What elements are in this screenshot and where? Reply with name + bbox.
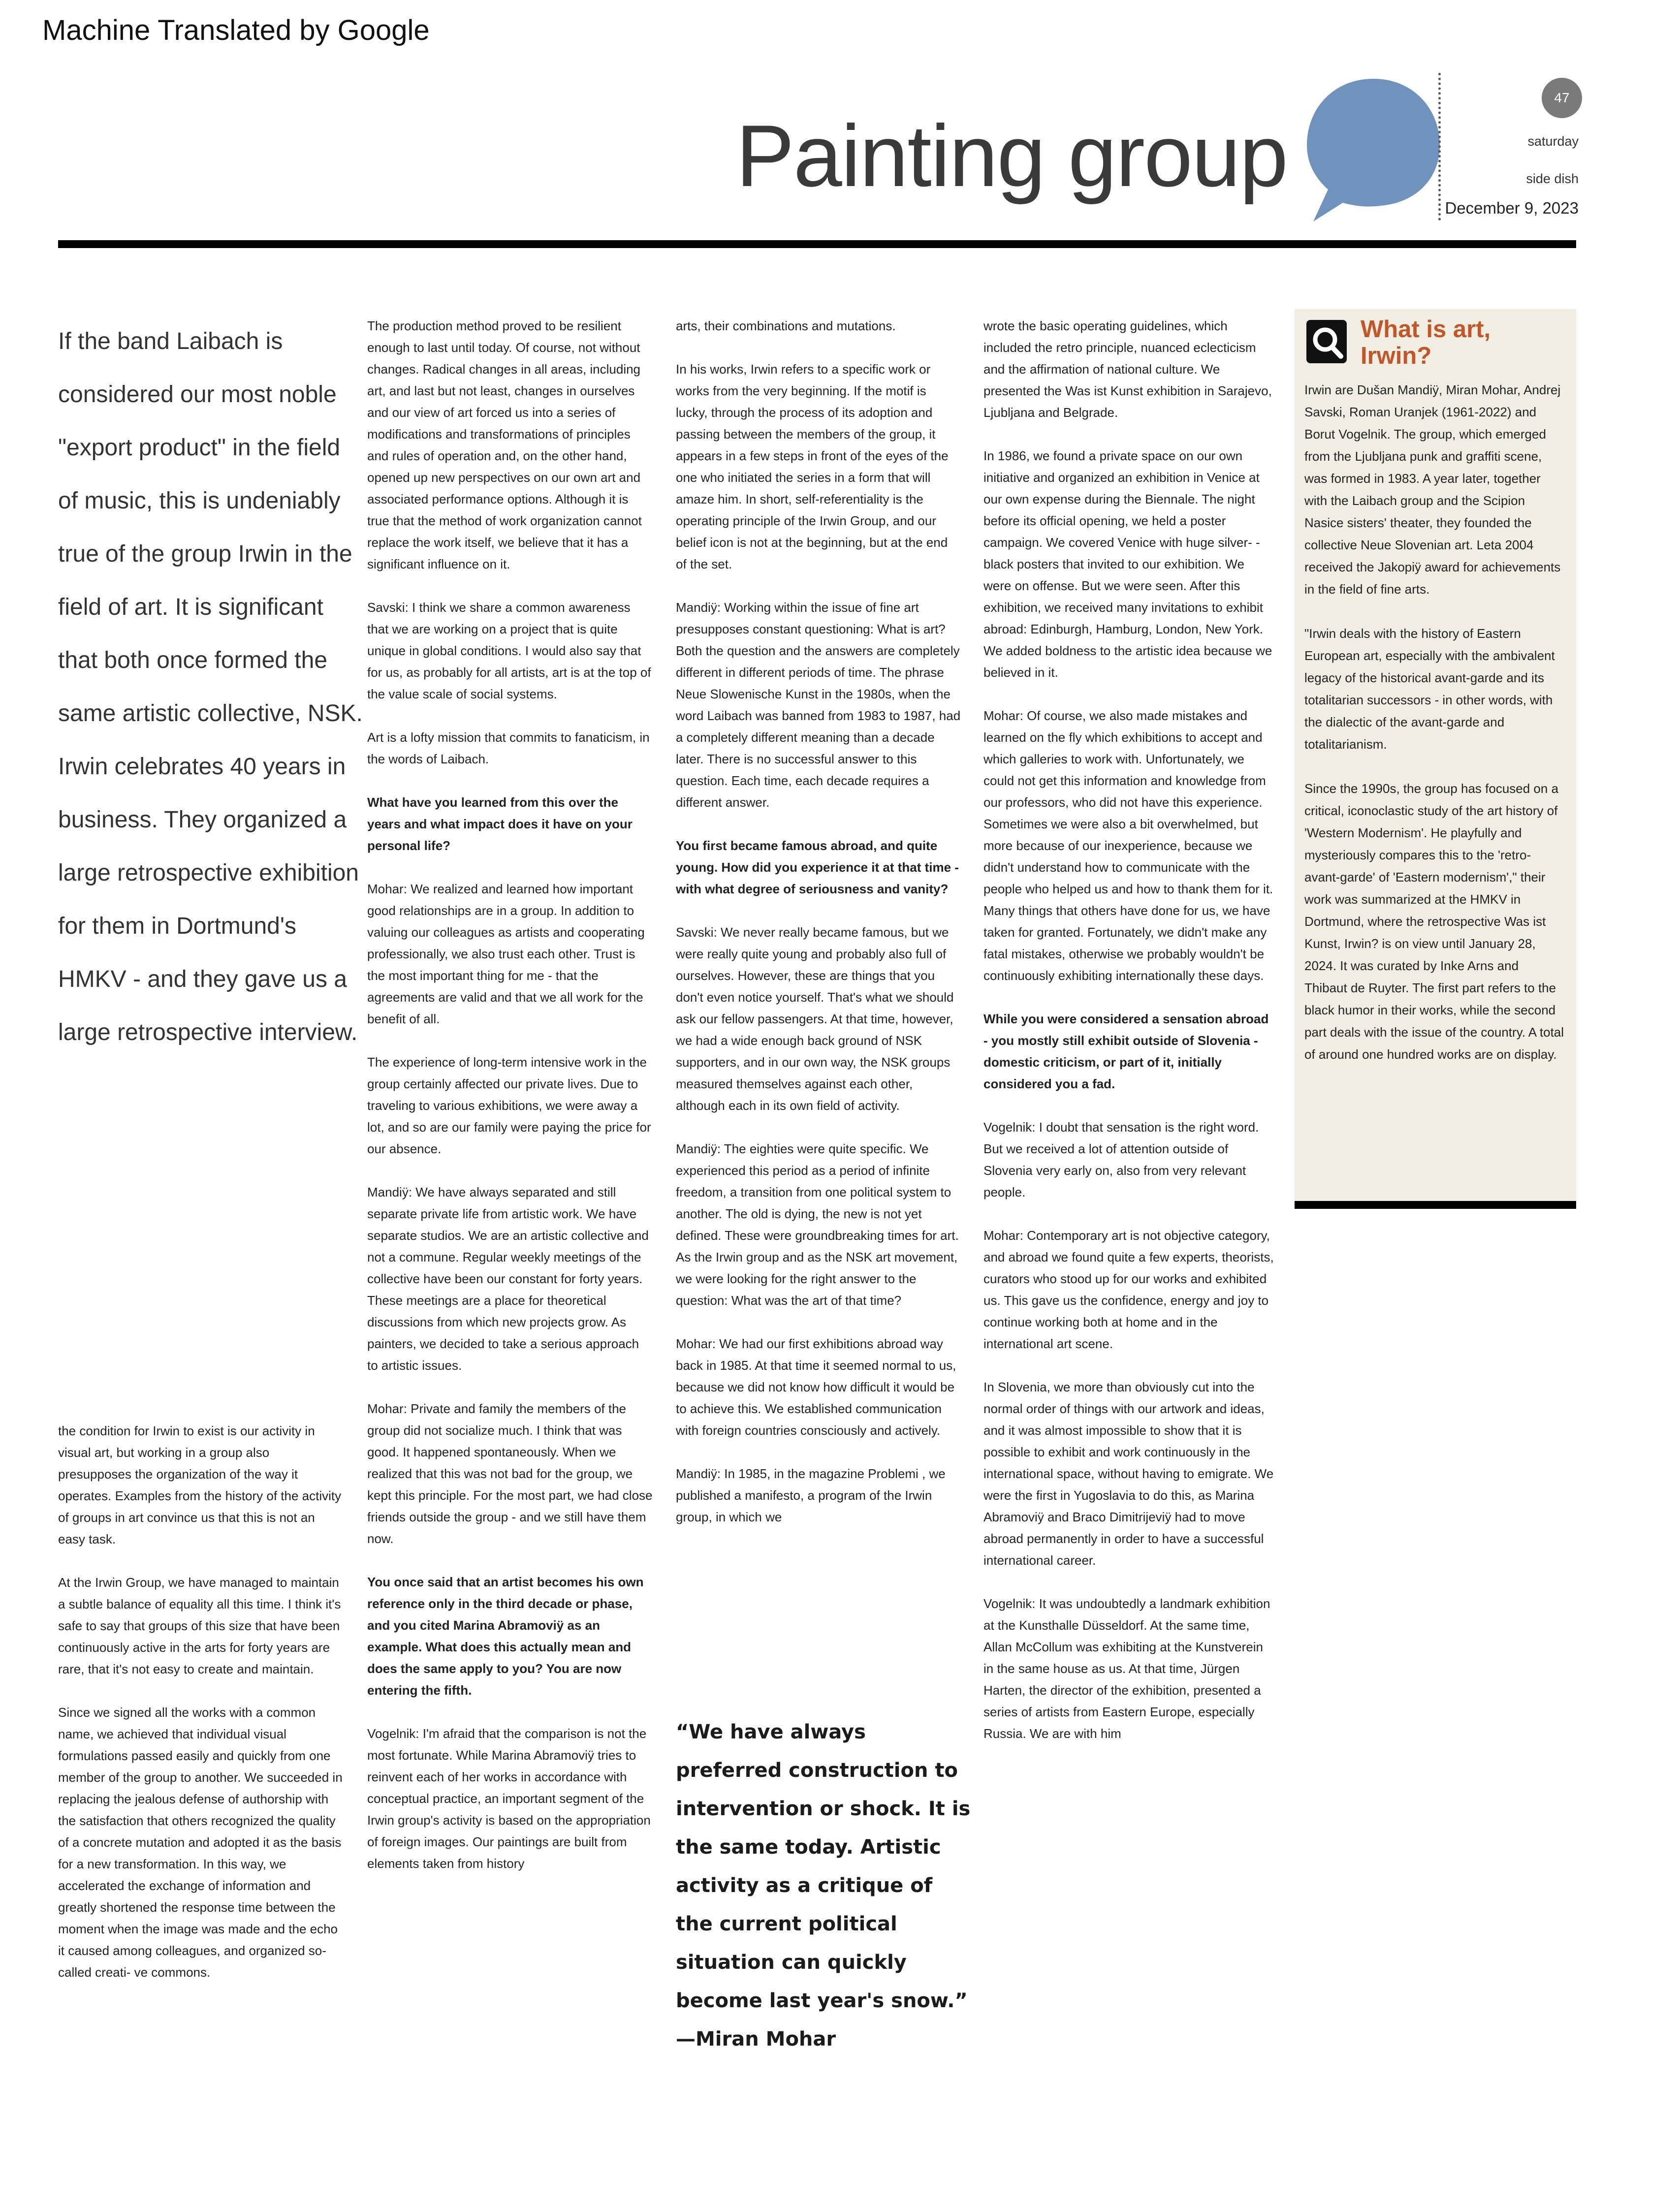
column-4-paragraph: wrote the basic operating guidelines, which included the retro principle, nuanced eclecticism and the affirmation of national culture. We presented the Was ist Kunst exhibition in Sarajevo, Ljubljana and Belgrade.	[983, 318, 1272, 420]
column-4-paragraph: In 1986, we found a private space on our own initiative and organized an exhibition in Venice at our own expense during the Biennale. The night before its official opening, we held a poster campaign. We covered Venice with huge silver- - black posters that invited to our exhibition. We were on offense. But we were seen. After this exhibition, we received many invitations to exhibit abroad: Edinburgh, Hamburg, London, New York. We added boldness to the artistic idea because we believed in it.	[983, 448, 1272, 680]
column-3-paragraph: Mandiÿ: In 1985, in the magazine Problemi , we published a manifesto, a program of the Irwin group, in which we	[676, 1466, 946, 1524]
column-1-paragraph: Since we signed all the works with a common name, we achieved that individual visual formulations passed easily and quickly from one member of the group to another. We succeeded in replacing the jealous defense of authorship with the satisfaction that others recognized the quality of a concrete mutation and adopted it as the basis for a new transformation. In this way, we accelerated the exchange of information and greatly shortened the response time between the moment when the image was made and the echo it caused among colleagues, and organized so-called creati- ve commons.	[58, 1705, 343, 1980]
column-2-paragraph: Mohar: We realized and learned how important good relationships are in a group. In addition to valuing our colleagues as artists and cooperating professionally, we also trust each other. Trust is the most important thing for me - that the agreements are valid and that we all work for the benefit of all.	[367, 882, 645, 1026]
column-2-paragraph: The production method proved to be resilient enough to last until today. Of course, not without changes. Radical changes in all areas, including art, and last but not least, changes in ourselves and our view of art forced us into a series of modifications and transformations of principles and rules of operation and, on the other hand, opened up new perspectives on our own art and associated performance options. Although it is true that the method of work organization cannot replace the work itself, we believe that it has a significant influence on it.	[367, 318, 642, 571]
header-date: December 9, 2023	[1445, 199, 1579, 217]
column-2	[367, 315, 653, 1896]
column-4-paragraph: In Slovenia, we more than obviously cut into the normal order of things with our artwork and ideas, and it was almost impossible to show that it is possible to exhibit and work continuously in the international space, without having to emigrate. We were the first in Yugoslavia to do this, as Marina Abramoviÿ and Braco Dimitrijeviÿ had to move abroad permanently in order to have a successful international career.	[983, 1380, 1274, 1568]
pull-quote-attribution: —Miran Mohar	[676, 2028, 836, 2051]
column-2-paragraph: Vogelnik: I'm afraid that the comparison is not the most fortunate. While Marina Abramoviÿ tries to reinvent each of her works in accordance with conceptual practice, an important segment of the Irwin group's activity is based on the appropriation of foreign images. Our paintings are built from elements taken from history	[367, 1726, 651, 1871]
pull-quote	[676, 1713, 971, 2058]
column-4-paragraph: Mohar: Of course, we also made mistakes and learned on the fly which exhibitions to accept and which galleries to work with. Unfortunately, we could not get this information and knowledge from our professors, who did not have this experience. Sometimes we were also a bit overwhelmed, but more because of our inexperience, because we didn't understand how to communicate with the people who helped us and how to thank them for it. Many things that others have done for us, we have taken for granted. Fortunately, we didn't make any fatal mistakes, otherwise we probably wouldn't be continuously exhibiting internationally these days.	[983, 708, 1273, 983]
header-day: saturday	[1527, 134, 1579, 149]
interview-question: You once said that an artist becomes his own reference only in the third decade or phase, and you cited Marina Abramoviÿ as an example. What does this actually mean and does the same apply to you? You are now entering the fifth.	[367, 1575, 644, 1698]
sidebar-rule	[1295, 1201, 1576, 1209]
column-2-paragraph: Mohar: Private and family the members of the group did not socialize much. I think that was good. It happened spontaneously. When we realized that this was not bad for the group, we kept this principle. For the most part, we had close friends outside the group - and we still have them now.	[367, 1401, 653, 1546]
column-2-paragraph: Art is a lofty mission that commits to fanaticism, in the words of Laibach.	[367, 730, 650, 766]
column-3-paragraph: Mandiÿ: The eighties were quite specific. We experienced this period as a period of infinite freedom, a transition from one political system to another. The old is dying, the new is not yet defined. These were groundbreaking times for art. As the Irwin group and as the NSK art movement, we were looking for the right answer to the question: What was the art of that time?	[676, 1141, 959, 1308]
column-4-paragraph: Vogelnik: It was undoubtedly a landmark exhibition at the Kunsthalle Düsseldorf. At the same time, Allan McCollum was exhibiting at the Kunstverein in the same house as us. At that time, Jürgen Harten, the director of the exhibition, presented a series of artists from Eastern Europe, especially Russia. We are with him	[983, 1596, 1270, 1741]
column-3	[676, 315, 961, 1549]
header-divider	[1438, 73, 1441, 221]
interview-question: While you were considered a sensation abroad - you mostly still exhibit outside of Slovenia - domestic criticism, or part of it, initially considered you a fad.	[983, 1011, 1269, 1091]
column-4-paragraph: Vogelnik: I doubt that sensation is the right word. But we received a lot of attention outside of Slovenia very early on, also from very relevant people.	[983, 1120, 1259, 1199]
page-number-badge: 47	[1542, 78, 1582, 118]
header-rule	[58, 240, 1576, 248]
column-3-paragraph: Mohar: We had our first exhibitions abroad way back in 1985. At that time it seemed normal to us, because we did not know how difficult it would be to achieve this. We established communication with foreign countries consciously and actively.	[676, 1336, 956, 1438]
column-2-paragraph: Savski: I think we share a common awareness that we are working on a project that is quite unique in global conditions. I would also say that for us, as probably for all artists, art is at the top of the value scale of social systems.	[367, 600, 651, 701]
header-section: side dish	[1526, 171, 1579, 186]
column-1	[58, 1420, 344, 2005]
column-3-paragraph: Mandiÿ: Working within the issue of fine art presupposes constant questioning: What is art? Both the question and the answers are completely different in different periods of time. The phrase Neue Slowenische Kunst in the 1980s, when the word Laibach was banned from 1983 to 1987, had a completely different meaning than a decade later. There is no successful answer to this question. Each time, each decade requires a different answer.	[676, 600, 961, 810]
sidebar-paragraph: Since the 1990s, the group has focused on a critical, iconoclastic study of the art history of 'Western Modernism'. He playfully and mysteriously compares this to the 'retro-avant-garde' of 'Eastern modernism'," their work was summarized at the HMKV in Dortmund, where the retrospective Was ist Kunst, Irwin? is on view until January 28, 2024. It was curated by Inke Arns and Thibaut de Ruyter. The first part refers to the black humor in their works, while the second part deals with the issue of the country. A total of around one hundred works are on display.	[1304, 781, 1564, 1062]
sidebar-paragraph: "Irwin deals with the history of Eastern European art, especially with the ambivalent legacy of the historical avant-garde and its totalitarian successors - in other words, with the dialectic of the avant-garde and totalitarianism.	[1304, 626, 1555, 752]
lead-paragraph: If the band Laibach is considered our most noble "export product" in the field of music, this is undeniably true of the group Irwin in the field of art. It is significant that both once formed the same artistic collective, NSK. Irwin celebrates 40 years in business. They organized a large retrospective exhibition for them in Dortmund's HMKV - and they gave us a large retrospective interview.	[58, 328, 363, 1045]
sidebar-paragraph: Irwin are Dušan Mandiÿ, Miran Mohar, Andrej Savski, Roman Uranjek (1961-2022) and Borut Vogelnik. The group, which emerged from the Ljubljana punk and graffiti scene, was formed in 1983. A year later, together with the Laibach group and the Scipion Nasice sisters' theater, they founded the collective Neue Slovenian art. Leta 2004 received the Jakopiÿ award for achievements in the field of fine arts.	[1304, 382, 1561, 597]
translation-banner: Machine Translated by Google	[42, 14, 430, 46]
column-3-paragraph: Savski: We never really became famous, but we were really quite young and probably also full of ourselves. However, these are things that you don't even notice yourself. That's what we should ask our fellow passengers. At that time, however, we had a wide enough back ground of NSK supporters, and in our own way, the NSK groups measured themselves against each other, although each in its own field of activity.	[676, 925, 954, 1113]
column-3-paragraph: In his works, Irwin refers to a specific work or works from the very beginning. If the motif is lucky, through the process of its adoption and passing between the members of the group, it appears in a few steps in front of the eyes of the one who initiated the series in a form that will amaze him. In short, self-referentiality is the operating principle of the Irwin Group, and our belief icon is not at the beginning, but at the end of the set.	[676, 362, 949, 571]
speech-bubble-graphic	[1300, 74, 1447, 226]
pull-quote-text: “We have always preferred construction to intervention or shock. It is the same today. Artistic activity as a critique of the current political situation can quickly become last year's snow.”	[676, 1721, 971, 2012]
page-title: Painting group	[736, 107, 1287, 205]
column-2-paragraph: The experience of long-term intensive work in the group certainly affected our private lives. Due to traveling to various exhibitions, we were away a lot, and so are our family were paying the price for our absence.	[367, 1055, 651, 1156]
column-1-paragraph: At the Irwin Group, we have managed to maintain a subtle balance of equality all this time. I think it's safe to say that groups of this size that have been continuously active in the arts for forty years are rare, that it's not easy to create and maintain.	[58, 1575, 341, 1676]
column-2-paragraph: Mandiÿ: We have always separated and still separate private life from artistic work. We have separate studios. We are an artistic collective and not a commune. Regular weekly meetings of the collective have been our constant for forty years. These meetings are a place for theoretical discussions from which new projects grow. As painters, we decided to take a serious approach to artistic issues.	[367, 1185, 649, 1373]
sidebar-body	[1304, 379, 1564, 1088]
column-3-paragraph: arts, their combinations and mutations.	[676, 318, 896, 333]
search-icon	[1305, 319, 1348, 364]
column-4	[983, 315, 1274, 1766]
sidebar-title: What is art, Irwin?	[1361, 316, 1491, 369]
interview-question: You first became famous abroad, and quite young. How did you experience it at that time - with what degree of seriousness and vanity?	[676, 838, 959, 896]
column-1-paragraph: the condition for Irwin to exist is our activity in visual art, but working in a group also presupposes the organization of the way it operates. Examples from the history of the activity of groups in art convince us that this is not an easy task.	[58, 1423, 342, 1546]
column-4-paragraph: Mohar: Contemporary art is not objective category, and abroad we found quite a few experts, theorists, curators who stood up for our works and exhibited us. This gave us the confidence, energy and joy to continue working both at home and in the international art scene.	[983, 1228, 1274, 1351]
interview-question: What have you learned from this over the years and what impact does it have on your personal life?	[367, 795, 633, 853]
